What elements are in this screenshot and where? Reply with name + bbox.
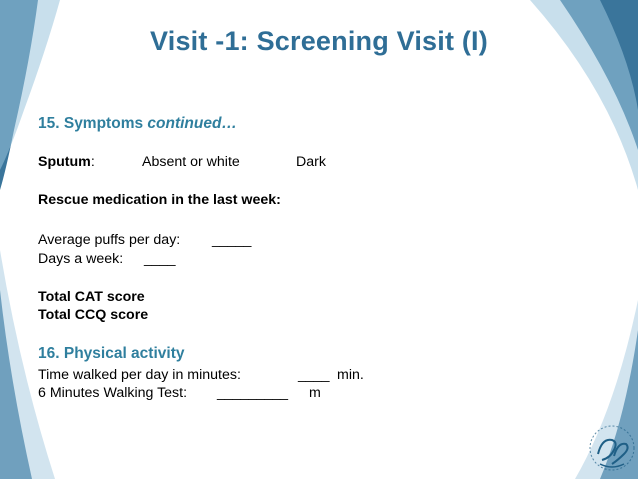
average-puffs-label: Average puffs per day:	[38, 232, 181, 248]
six-minute-walk-label: 6 Minutes Walking Test:	[38, 385, 188, 401]
left-decoration-bottom-light	[0, 250, 55, 479]
total-cat-score: Total CAT score	[38, 289, 145, 305]
sputum-label: Sputum	[38, 154, 91, 170]
sputum-colon: :	[90, 154, 95, 170]
sputum-option-dark: Dark	[296, 154, 326, 170]
days-week-blank: ____	[144, 251, 176, 267]
time-walked-blank: ____	[298, 367, 330, 383]
six-minute-walk-blank: _________	[217, 385, 289, 401]
days-week-label: Days a week:	[38, 251, 124, 267]
section-15-heading-prefix: 15. Symptoms	[38, 115, 148, 132]
time-walked-unit: min.	[337, 367, 364, 383]
section-15-heading	[38, 115, 237, 133]
slide-title: Visit -1: Screening Visit (I)	[150, 26, 488, 56]
section-15-heading-suffix: continued…	[147, 115, 237, 132]
sputum-option-absent: Absent or white	[142, 154, 240, 170]
organization-logo	[588, 420, 636, 476]
total-ccq-score: Total CCQ score	[38, 307, 149, 323]
sputum-row	[38, 154, 95, 170]
section-16-heading: 16. Physical activity	[38, 345, 185, 362]
six-minute-walk-unit: m	[309, 385, 321, 401]
rescue-medication-heading: Rescue medication in the last week:	[38, 192, 281, 208]
time-walked-label: Time walked per day in minutes:	[38, 367, 241, 383]
average-puffs-blank: _____	[212, 232, 252, 248]
